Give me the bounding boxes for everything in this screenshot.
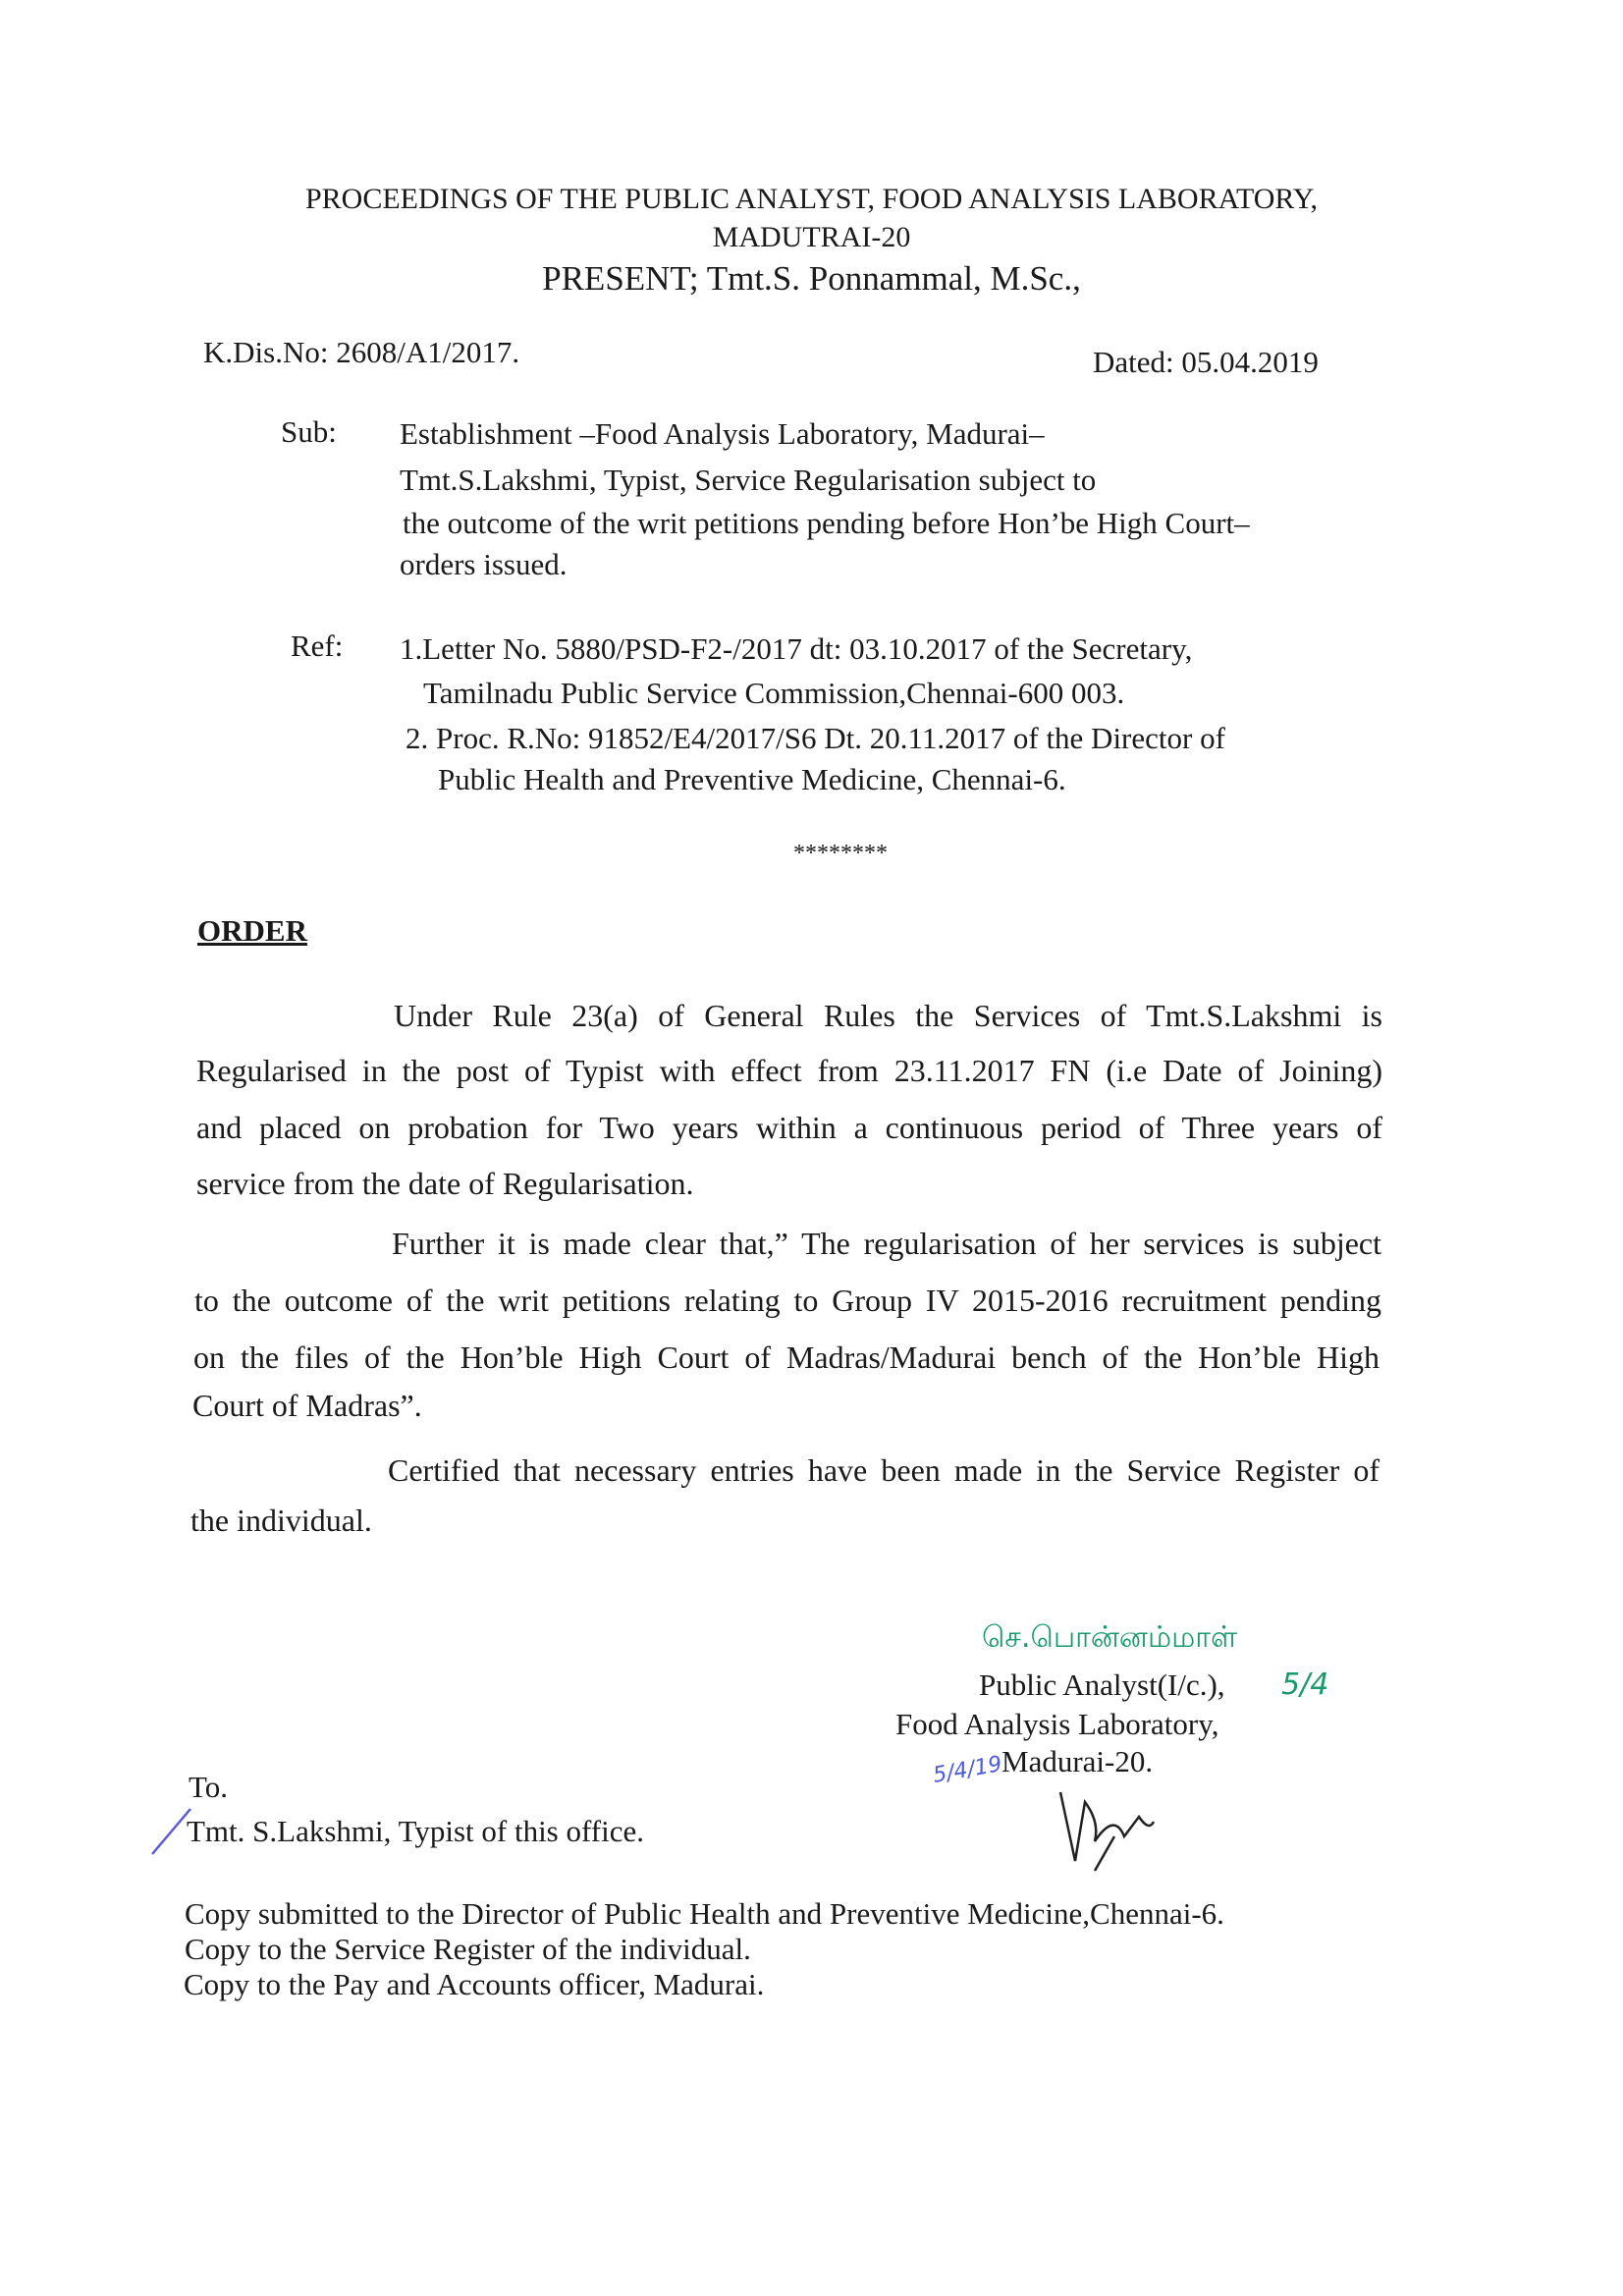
received-initials: 5/4/19 <box>931 1752 1004 1788</box>
subject-line: orders issued. <box>400 547 568 581</box>
order-para-3-line: Certified that necessary entries have been made in the Service Register of <box>388 1452 1380 1488</box>
subject-line: Tmt.S.Lakshmi, Typist, Service Regularisation subject to <box>400 463 1097 497</box>
subject-line: Establishment –Food Analysis Laboratory, Madurai– <box>400 416 1045 451</box>
order-para-2-line: Court of Madras”. <box>192 1388 422 1423</box>
copy-line: Copy to the Service Register of the individual. <box>185 1932 751 1966</box>
signatory-title: Public Analyst(I/c.), <box>979 1667 1225 1702</box>
subject-line: the outcome of the writ petitions pending before Hon’be High Court– <box>403 506 1250 540</box>
order-para-3-line: the individual. <box>190 1503 372 1538</box>
to-label: To. <box>189 1770 229 1804</box>
dated: Dated: 05.04.2019 <box>1093 345 1319 379</box>
order-para-1-line: service from the date of Regularisation. <box>196 1166 694 1201</box>
order-para-2-line: to the outcome of the writ petitions relating to Group IV 2015-2016 recruitment pending <box>194 1283 1381 1318</box>
header-line-2: MADUTRAI-20 <box>712 221 911 253</box>
header-line-1: PROCEEDINGS OF THE PUBLIC ANALYST, FOOD ANALYSIS LABORATORY, <box>304 183 1319 215</box>
signature-scribble <box>1055 1782 1163 1876</box>
reference-line: Tamilnadu Public Service Commission,Chennai-600 003. <box>423 676 1125 710</box>
order-para-1-line: and placed on probation for Two years within a continuous period of Three years of <box>196 1110 1382 1145</box>
reference-line: Public Health and Preventive Medicine, Chennai-6. <box>438 762 1066 796</box>
subject-label: Sub: <box>281 414 337 449</box>
order-para-2-line: on the files of the Hon’ble High Court of Madras/Madurai bench of the Hon’ble High <box>193 1339 1380 1375</box>
order-para-1-line: Regularised in the post of Typist with effect from 23.11.2017 FN (i.e Date of Joining) <box>196 1053 1382 1088</box>
reference-label: Ref: <box>291 629 344 663</box>
order-heading: ORDER <box>197 913 307 948</box>
handwritten-signature-tamil: செ.பொன்னம்மாள் <box>982 1620 1238 1655</box>
handwritten-date: 5/4 <box>1281 1667 1329 1702</box>
copy-line: Copy submitted to the Director of Public Health and Preventive Medicine,Chennai-6. <box>185 1896 1224 1931</box>
reference-number: K.Dis.No: 2608/A1/2017. <box>203 335 520 369</box>
reference-line: 1.Letter No. 5880/PSD-F2-/2017 dt: 03.10.2017 of the Secretary, <box>400 631 1193 666</box>
separator-stars: ******** <box>793 841 888 866</box>
signatory-org: Food Analysis Laboratory, <box>895 1707 1219 1741</box>
recipient: Tmt. S.Lakshmi, Typist of this office. <box>187 1814 644 1848</box>
header-present: PRESENT; Tmt.S. Ponnammal, M.Sc., <box>542 259 1081 298</box>
copy-line: Copy to the Pay and Accounts officer, Madurai. <box>184 1967 765 2001</box>
order-para-2-line: Further it is made clear that,” The regularisation of her services is subject <box>392 1226 1381 1261</box>
signatory-place: Madurai-20. <box>1001 1744 1154 1778</box>
order-para-1-line: Under Rule 23(a) of General Rules the Services of Tmt.S.Lakshmi is <box>394 998 1382 1033</box>
reference-line: 2. Proc. R.No: 91852/E4/2017/S6 Dt. 20.11.2017 of the Director of <box>406 721 1225 755</box>
